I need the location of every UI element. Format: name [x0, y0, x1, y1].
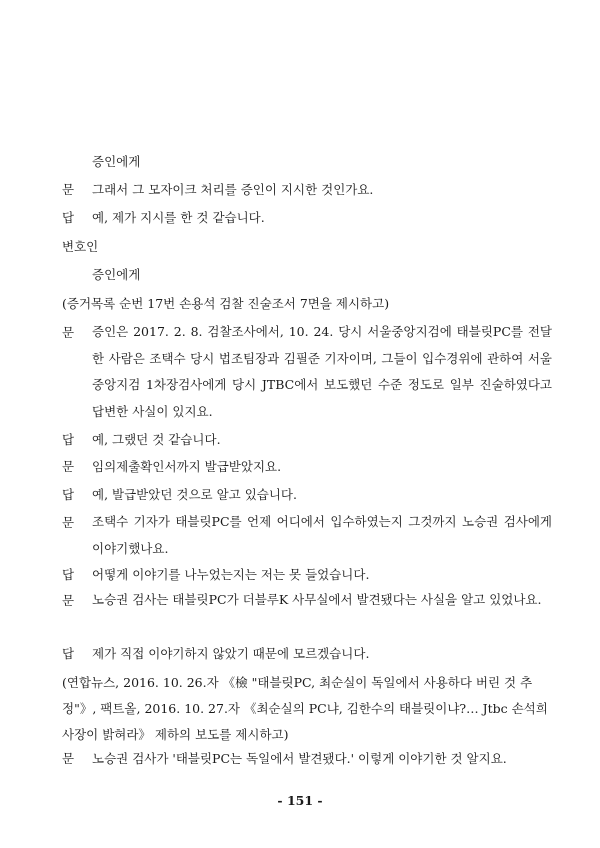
answer-text: 예, 그랬던 것 같습니다. [92, 432, 221, 447]
question-text: 증인은 2017. 2. 8. 검찰조사에서, 10. 24. 당시 서울중앙지검에 태블릿PC를 전달한 사람은 조택수 당시 법조팀장과 김필준 기자이며, 그들이 입수경위에 관하여 서울중앙지검 1차장검사에게 당시 JTBC에서 보도했던 수준 정도로 일부 진술하였다고 답변한 사실이 있지요. [92, 324, 552, 419]
question-marker: 문 [62, 515, 75, 530]
answer-marker: 답 [62, 487, 75, 502]
page-number: - 151 - [277, 793, 323, 808]
question-text: 그래서 그 모자이크 처리를 증인이 지시한 것인가요. [92, 182, 374, 197]
answer-marker: 답 [62, 646, 75, 661]
answer-text: 어떻게 이야기를 나누었는지는 저는 못 들었습니다. [92, 567, 370, 582]
question-text: 노승권 검사가 '태블릿PC는 독일에서 발견됐다.' 이렇게 이야기한 것 알지요. [92, 751, 507, 766]
question-marker: 문 [62, 593, 75, 608]
question-marker: 문 [62, 182, 75, 197]
answer-marker: 답 [62, 567, 75, 582]
question-marker: 문 [62, 751, 75, 766]
answer-text: 예, 제가 지시를 한 것 같습니다. [92, 210, 265, 225]
question-marker: 문 [62, 325, 75, 340]
evidence-presentation-note: (증거목록 순번 17번 손용석 검찰 진술조서 7면을 제시하고) [62, 296, 390, 311]
question-text: 조택수 기자가 태블릿PC를 언제 어디에서 입수하였는지 그것까지 노승권 검사에게 이야기했나요. [92, 514, 552, 556]
question-text: 노승권 검사는 태블릿PC가 더블루K 사무실에서 발견됐다는 사실을 알고 있었나요. [92, 592, 542, 607]
answer-marker: 답 [62, 210, 75, 225]
answer-text: 예, 발급받았던 것으로 알고 있습니다. [92, 487, 297, 502]
addressee-to-witness: 증인에게 [92, 154, 141, 169]
answer-text: 제가 직접 이야기하지 않았기 때문에 모르겠습니다. [92, 646, 370, 661]
question-text: 임의제출확인서까지 발급받았지요. [92, 459, 282, 474]
speaker-defense-counsel: 변호인 [62, 239, 99, 254]
addressee-to-witness: 증인에게 [92, 267, 141, 282]
question-marker: 문 [62, 459, 75, 474]
news-presentation-note: (연합뉴스, 2016. 10. 26.자 《檢 "태블릿PC, 최순실이 독일에서 사용하다 버린 것 추정"》, 팩트올, 2016. 10. 27.자 《최순실의 PC냐, 김한수의 태블릿이냐?… Jtbc 손석희 사장이 밝혀라》 제하의 보도를 제시하고) [62, 675, 548, 742]
answer-marker: 답 [62, 432, 75, 447]
